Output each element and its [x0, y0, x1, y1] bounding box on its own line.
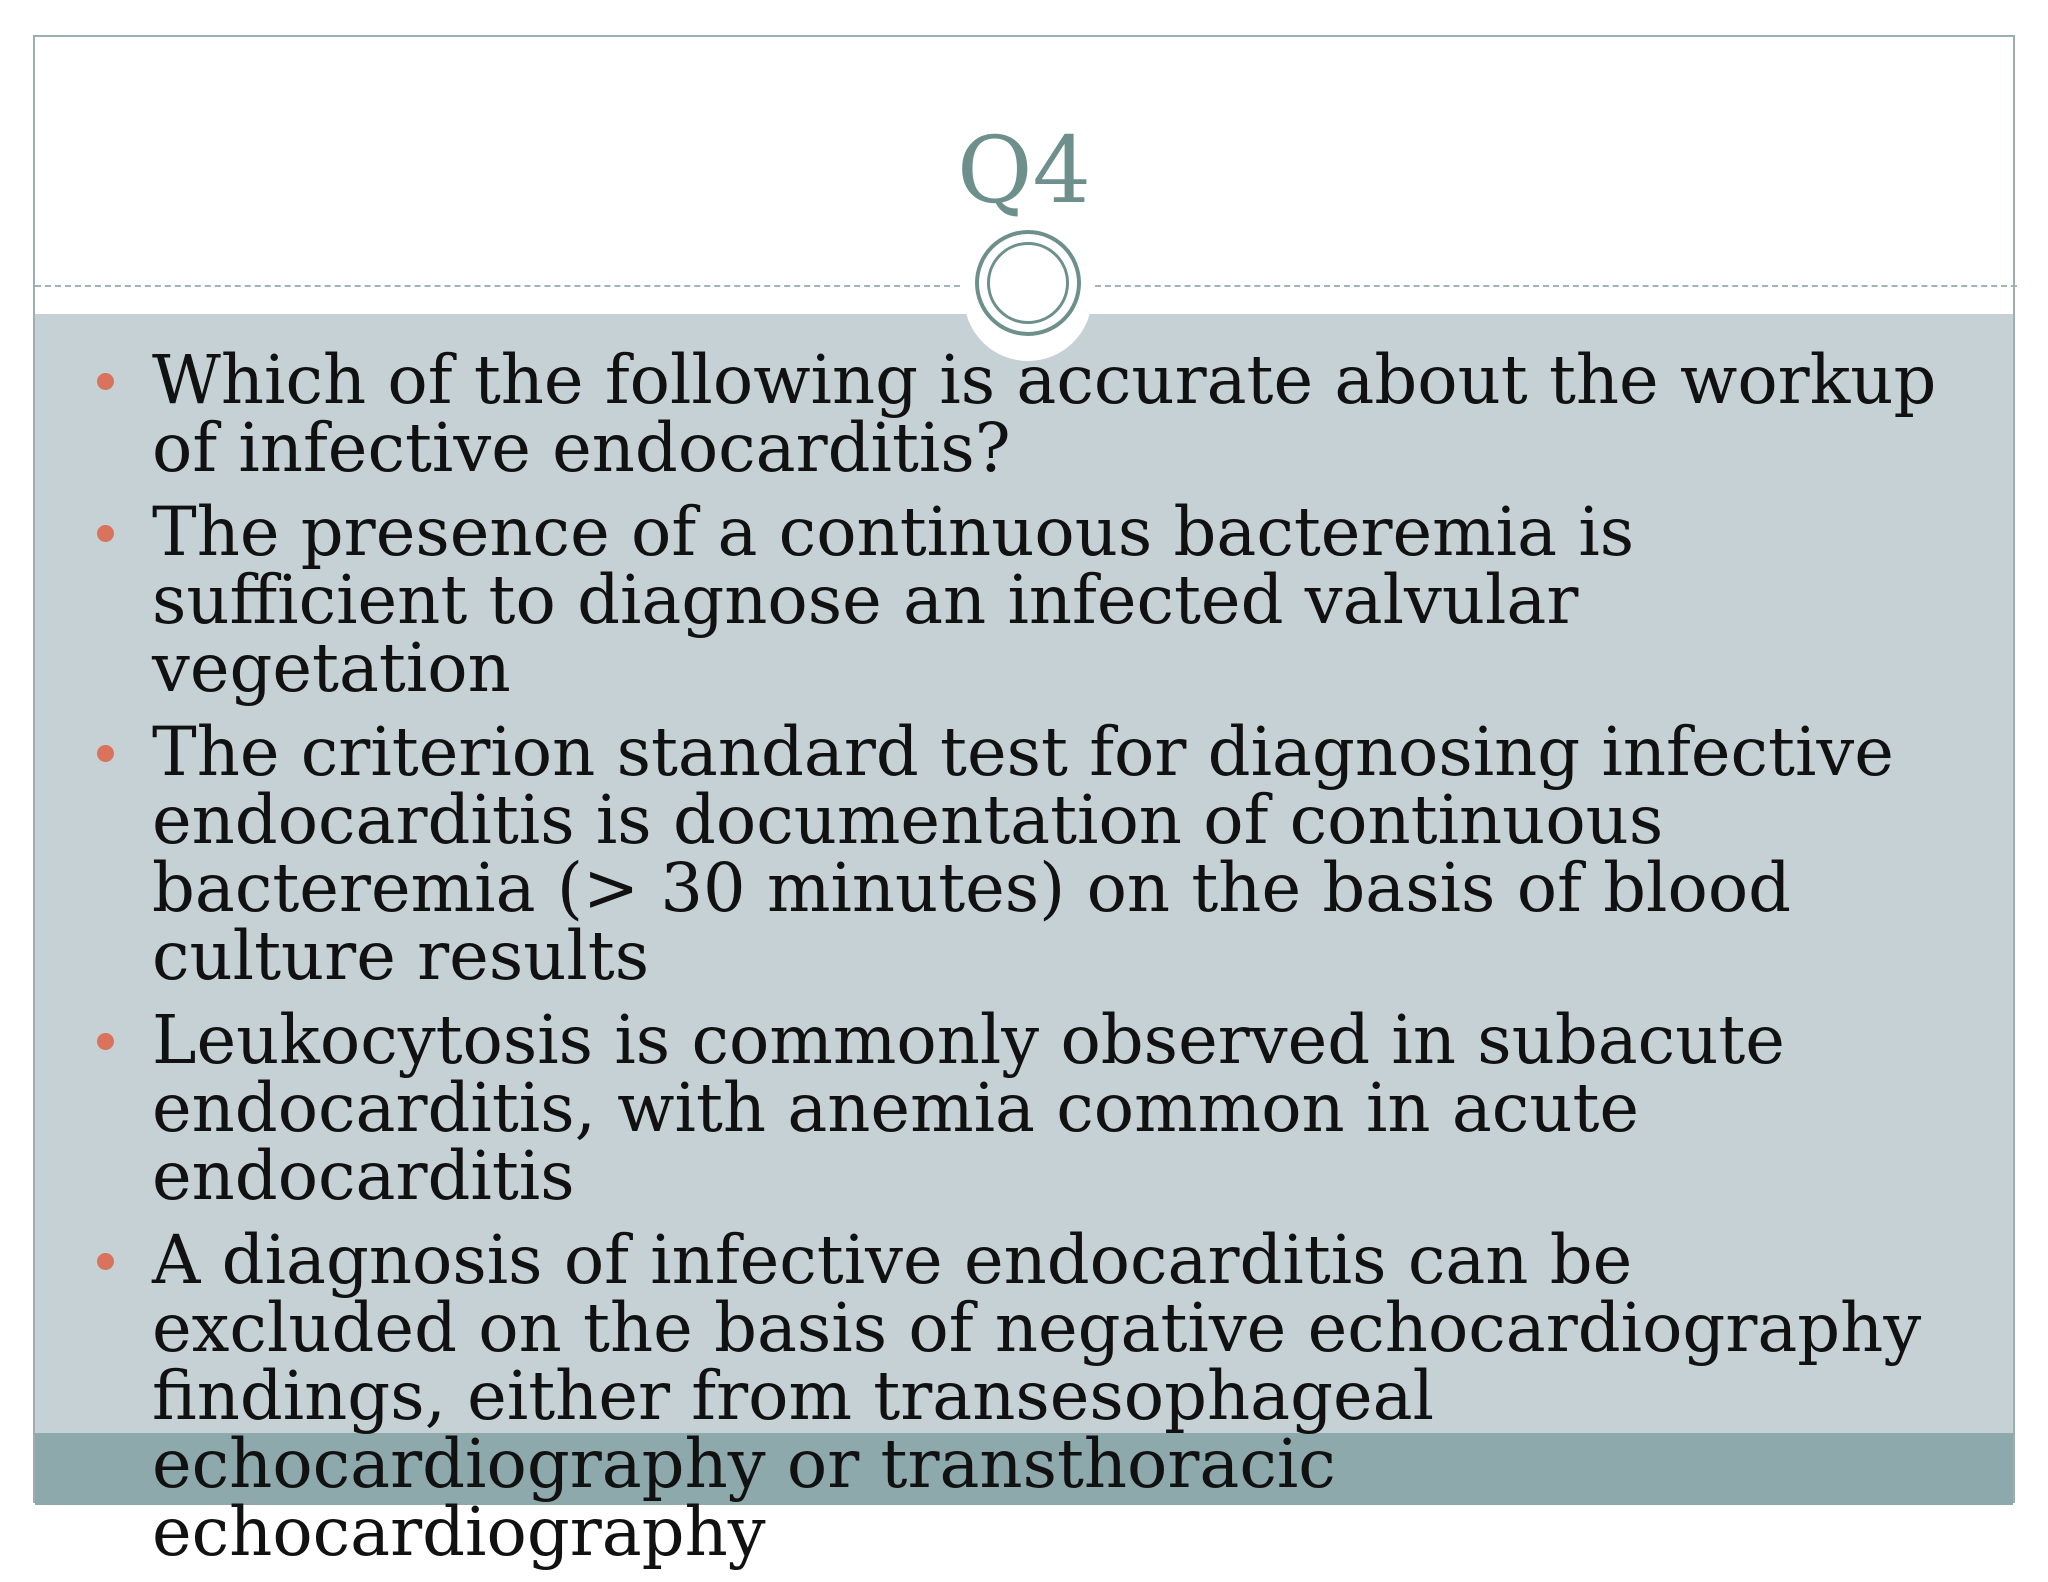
bullet-item	[35, 341, 2017, 487]
title-divider-left	[35, 285, 960, 287]
bullet-text: A diagnosis of infective endocarditis can be excluded on the basis of negative echocardiography findings, either from transesophageal echocardiography or transthoracic echocardiography	[152, 1221, 1922, 1571]
bullet-item	[35, 493, 2017, 707]
inner-ring-icon	[987, 242, 1069, 324]
bullet-dot-icon	[97, 1033, 114, 1050]
ring-ornament-icon	[975, 230, 1081, 336]
title-divider-right	[1095, 285, 2017, 287]
bullet-item	[35, 1221, 2017, 1571]
bullet-text: The presence of a continuous bacteremia is sufficient to diagnose an infected valvular vegetation	[152, 493, 1635, 707]
bullet-text: Which of the following is accurate about the workup of infective endocarditis?	[152, 341, 1937, 487]
slide	[33, 35, 2015, 1571]
bullet-dot-icon	[97, 1253, 114, 1270]
bullet-text: Leukocytosis is commonly observed in subacute endocarditis, with anemia common in acute endocarditis	[152, 1001, 1785, 1215]
bullet-item	[35, 713, 2017, 995]
bullet-dot-icon	[97, 373, 114, 390]
bullet-dot-icon	[97, 525, 114, 542]
bullet-list	[35, 341, 2017, 1582]
slide-title: Q4	[957, 117, 1091, 224]
bullet-dot-icon	[97, 745, 114, 762]
bullet-item	[35, 1001, 2017, 1215]
bullet-text: The criterion standard test for diagnosing infective endocarditis is documentation of continuous bacteremia (> 30 minutes) on the basis of blood culture results	[152, 713, 1894, 995]
